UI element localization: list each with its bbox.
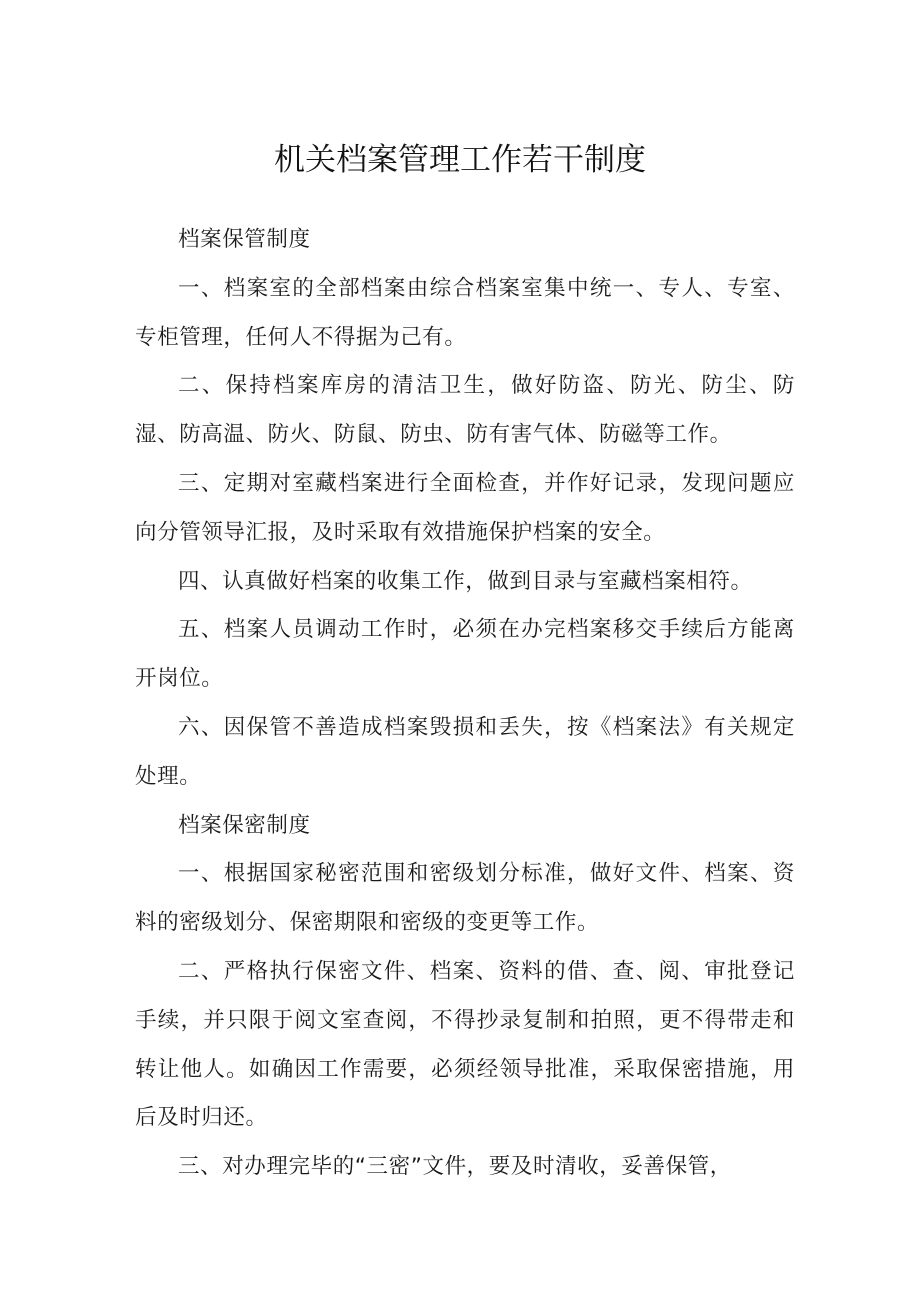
confidentiality-rule-3: 三、对办理完毕的“三密”文件，要及时清收，妥善保管，: [178, 1154, 732, 1180]
storage-rule-3: 三、定期对室藏档案进行全面检查，并作好记录，发现问题应向分管领导汇报，及时采取有效措施保护档案的安全。: [135, 470, 795, 545]
document-title: 机关档案管理工作若干制度: [274, 142, 646, 178]
storage-rule-5: 五、档案人员调动工作时，必须在办完档案移交手续后方能离开岗位。: [135, 617, 795, 692]
section-heading-confidentiality: 档案保密制度: [178, 812, 311, 838]
storage-rule-6: 六、因保管不善造成档案毁损和丢失，按《档案法》有关规定处理。: [135, 714, 795, 789]
section-heading-storage: 档案保管制度: [178, 227, 311, 252]
storage-rule-1: 一、档案室的全部档案由综合档案室集中统一、专人、专室、专柜管理，任何人不得据为己有。: [135, 275, 795, 350]
document-body: [135, 216, 795, 1192]
storage-rule-4: 四、认真做好档案的收集工作，做到目录与室藏档案相符。: [178, 568, 753, 594]
confidentiality-rule-1: 一、根据国家秘密范围和密级划分标准，做好文件、档案、资料的密级划分、保密期限和密级的变更等工作。: [135, 861, 795, 936]
storage-rule-2: 二、保持档案库房的清洁卫生，做好防盗、防光、防尘、防湿、防高温、防火、防鼠、防虫、防有害气体、防磁等工作。: [135, 373, 795, 448]
confidentiality-rule-2: 二、严格执行保密文件、档案、资料的借、查、阅、审批登记手续，并只限于阅文室查阅，不得抄录复制和拍照，更不得带走和转让他人。如确因工作需要，必须经领导批准，采取保密措施，用后及时归还。: [135, 958, 795, 1131]
